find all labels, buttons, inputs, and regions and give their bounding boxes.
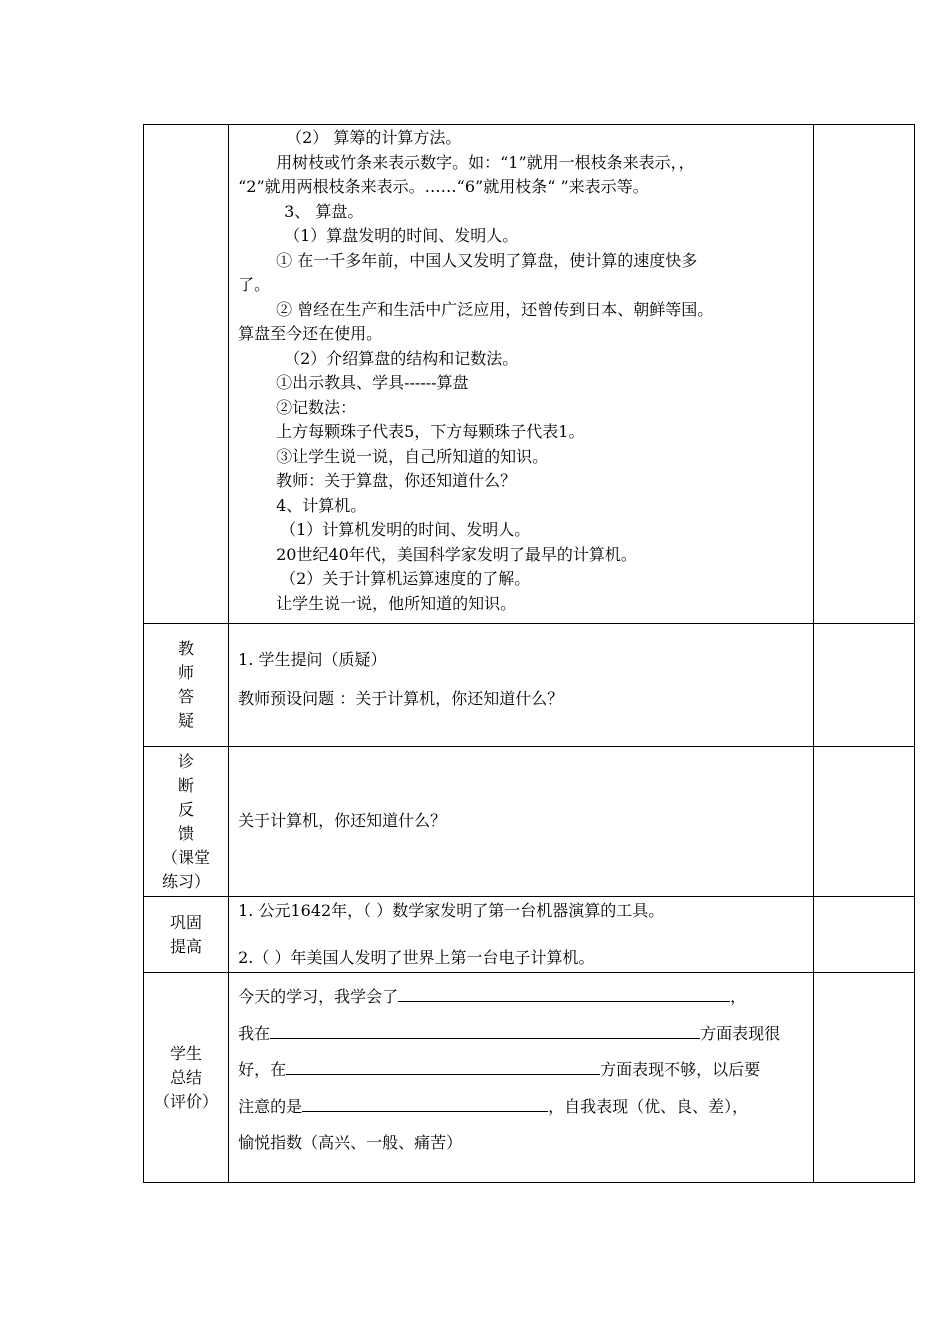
qa-line-2: 教师预设问题 ：关于计算机，你还知道什么？ xyxy=(238,688,564,708)
text-line: “2”就用两根枝条来表示。……“6”就用枝条“ ”来表示等。 xyxy=(238,177,649,196)
text-line: 了。 xyxy=(238,275,271,294)
text-line: 让学生说一说，他所知道的知识。 xyxy=(276,593,517,613)
text-line: 用树枝或竹条来表示数字。如：“1”就用一根枝条来表示，， xyxy=(276,152,695,172)
teacher-qa-row xyxy=(144,624,915,747)
consolidate-row xyxy=(144,897,915,973)
blank-attention[interactable] xyxy=(302,1093,548,1112)
summary-label: 学生 总结 （评价） xyxy=(144,973,229,1183)
consolidate-content xyxy=(229,897,814,973)
lesson-plan-table xyxy=(143,124,915,1183)
blank-strength[interactable] xyxy=(270,1020,700,1039)
text-line: ① 在一千多年前，中国人又发明了算盘，使计算的速度快多 xyxy=(276,250,698,270)
summary-line-3: 好，在 方面表现不够，以后要 xyxy=(238,1052,809,1089)
text-line: （2）介绍算盘的结构和记数法。 xyxy=(284,348,519,368)
summary-row xyxy=(144,973,915,1183)
text-line: （1）算盘发明的时间、发明人。 xyxy=(284,226,519,245)
notes-cell xyxy=(813,624,914,747)
process-content xyxy=(229,125,814,624)
teacher-qa-label: 教 师 答 疑 xyxy=(144,624,229,747)
diagnosis-label: 诊 断 反 馈 （课堂 练习） xyxy=(144,747,229,897)
summary-line-4: 注意的是 ，自我表现（优、良、差）， xyxy=(238,1089,809,1126)
exercise-2: 2.（ ）年美国人发明了世界上第一台电子计算机。 xyxy=(238,947,595,967)
diagnosis-question: 关于计算机，你还知道什么？ xyxy=(238,811,447,831)
text-line: 教师：关于算盘，你还知道什么？ xyxy=(276,471,517,490)
text-line: 20世纪40年代，美国科学家发明了最早的计算机。 xyxy=(276,544,637,564)
notes-cell xyxy=(813,897,914,973)
notes-cell xyxy=(813,747,914,897)
notes-cell xyxy=(813,125,914,624)
summary-line-5: 愉悦指数（高兴、一般、痛苦） xyxy=(238,1133,463,1152)
text-line: 上方每颗珠子代表5，下方每颗珠子代表1。 xyxy=(276,422,585,441)
text-line: 4、计算机。 xyxy=(276,495,367,515)
text-line: （1）计算机发明的时间、发明人。 xyxy=(280,520,531,539)
summary-line-2: 我在 方面表现很 xyxy=(238,1016,809,1053)
text-line: 3、 算盘。 xyxy=(284,201,364,221)
process-row xyxy=(144,125,915,624)
blank-learned[interactable] xyxy=(398,983,730,1002)
text-line: ①出示教具、学具------算盘 xyxy=(276,373,469,392)
diagnosis-row xyxy=(144,747,915,897)
text-line: 算盘至今还在使用。 xyxy=(238,324,383,343)
exercise-1: 1. 公元1642年，（ ）数学家发明了第一台机器演算的工具。 xyxy=(238,901,665,920)
text-line: （2） 算筹的计算方法。 xyxy=(286,128,462,147)
process-label-cell xyxy=(144,125,229,624)
text-line: ②记数法： xyxy=(276,397,357,417)
text-line: （2）关于计算机运算速度的了解。 xyxy=(280,569,531,588)
diagnosis-content xyxy=(229,747,814,897)
blank-weakness[interactable] xyxy=(286,1056,600,1075)
text-line: ③让学生说一说，自己所知道的知识。 xyxy=(276,446,549,466)
teacher-qa-content xyxy=(229,624,814,747)
qa-line-1: 1. 学生提问（质疑） xyxy=(238,650,387,669)
text-line: ② 曾经在生产和生活中广泛应用，还曾传到日本、朝鲜等国。 xyxy=(276,299,714,319)
summary-line-1: 今天的学习，我学会了 ， xyxy=(238,979,809,1016)
notes-cell xyxy=(813,973,914,1183)
consolidate-label: 巩固 提高 xyxy=(144,897,229,973)
summary-content xyxy=(229,973,814,1183)
